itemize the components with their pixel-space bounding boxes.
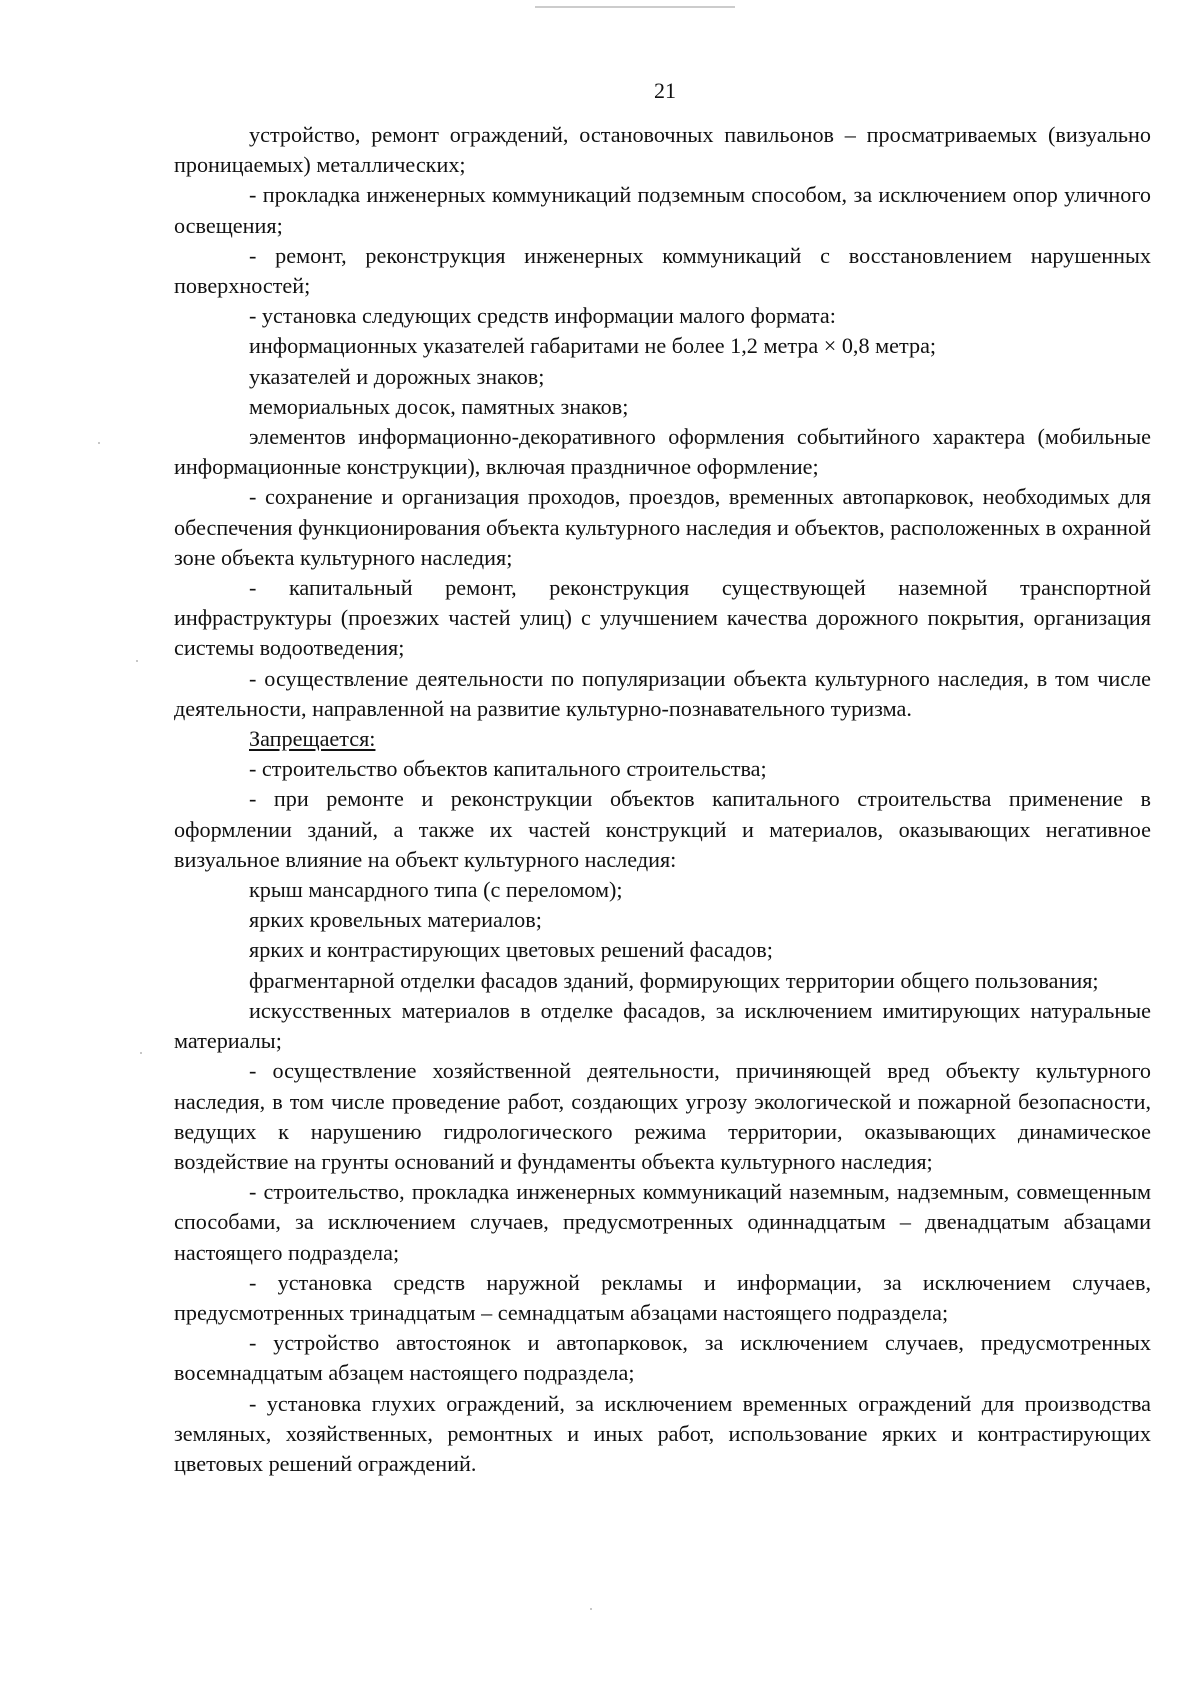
paragraph-decorative-elements: элементов информационно-декоративного оформления событийного характера (мобильные информационные конструкции), включая праздничное оформление; xyxy=(174,424,1151,480)
page-number: 21 xyxy=(654,78,676,103)
forbidden-item-capital-construction: - строительство объектов капитального строительства; xyxy=(249,756,767,782)
scan-speck xyxy=(136,660,138,662)
document-body xyxy=(174,120,1151,1479)
paragraph-transport-infrastructure: - капитальный ремонт, реконструкция существующей наземной транспортной инфраструктуры (проезжих частей улиц) с улучшением качества дорожного покрытия, организация системы водоотведения; xyxy=(174,575,1151,661)
forbidden-item-parking: - устройство автостоянок и автопарковок, за исключением случаев, предусмотренных восемнадцатым абзацем настоящего подраздела; xyxy=(174,1330,1151,1386)
forbidden-item-fragmentary-finish: фрагментарной отделки фасадов зданий, формирующих территории общего пользования; xyxy=(249,967,1099,993)
forbidden-item-bright-roofing: ярких кровельных материалов; xyxy=(249,907,542,933)
paragraph-underground-utilities: - прокладка инженерных коммуникаций подземным способом, за исключением опор уличного освещения; xyxy=(174,182,1151,238)
paragraph-utilities-repair: - ремонт, реконструкция инженерных коммуникаций с восстановлением нарушенных поверхностей; xyxy=(174,242,1151,299)
paragraph-info-signs: - установка следующих средств информации малого формата: xyxy=(249,303,836,329)
paragraph-passages: - сохранение и организация проходов, проездов, временных автопарковок, необходимых для обеспечения функционирования объекта культурного наследия и объектов, расположенных в охранной зоне объекта культурного наследия; xyxy=(174,484,1151,570)
scan-speck xyxy=(98,442,100,444)
forbidden-item-outdoor-advertising: - установка средств наружной рекламы и информации, за исключением случаев, предусмотренных тринадцатым – семнадцатым абзацами настоящего подраздела; xyxy=(174,1269,1151,1325)
forbidden-item-harmful-activity: - осуществление хозяйственной деятельности, причиняющей вред объекту культурного наследия, в том числе проведение работ, создающих угрозу экологической и пожарной безопасности, ведущих к нарушению гидрологического режима территории, оказывающих динамическое воздействие на грунты оснований и фундаменты объекта культурного наследия; xyxy=(174,1058,1151,1174)
scan-speck xyxy=(590,1608,592,1610)
paragraph-road-signs: указателей и дорожных знаков; xyxy=(249,363,545,389)
forbidden-item-mansard-roofs: крыш мансардного типа (с переломом); xyxy=(249,877,623,903)
forbidden-item-bright-facades: ярких и контрастирующих цветовых решений фасадов; xyxy=(249,937,773,963)
scan-speck xyxy=(140,1052,142,1054)
paragraph-memorial-plaques: мемориальных досок, памятных знаков; xyxy=(249,393,629,419)
paragraph-popularization: - осуществление деятельности по популяризации объекта культурного наследия, в том числе деятельности, направленной на развитие культурно-познавательного туризма. xyxy=(174,665,1151,721)
forbidden-item-surface-utilities: - строительство, прокладка инженерных коммуникаций наземным, надземным, совмещенным способами, за исключением случаев, предусмотренных одиннадцатым – двенадцатым абзацами настоящего подраздела; xyxy=(174,1179,1151,1265)
paragraph-info-pointers: информационных указателей габаритами не более 1,2 метра × 0,8 метра; xyxy=(249,333,937,359)
forbidden-item-solid-fences: - установка глухих ограждений, за исключением временных ограждений для производства земляных, хозяйственных, ремонтных и иных работ, использование ярких и контрастирующих цветовых решений ограждений. xyxy=(174,1390,1151,1476)
paragraph-fences: устройство, ремонт ограждений, остановочных павильонов – просматриваемых (визуально проницаемых) металлических; xyxy=(174,122,1151,178)
forbidden-item-artificial-materials: искусственных материалов в отделке фасадов, за исключением имитирующих натуральные материалы; xyxy=(174,997,1151,1054)
forbidden-item-negative-materials: - при ремонте и реконструкции объектов капитального строительства применение в оформлении зданий, а также их частей конструкций и материалов, оказывающих негативное визуальное влияние на объект культурного наследия: xyxy=(174,786,1151,872)
scan-edge-mark xyxy=(535,0,735,8)
forbidden-heading xyxy=(174,724,1151,754)
forbidden-heading-text: Запрещается: xyxy=(249,726,376,752)
